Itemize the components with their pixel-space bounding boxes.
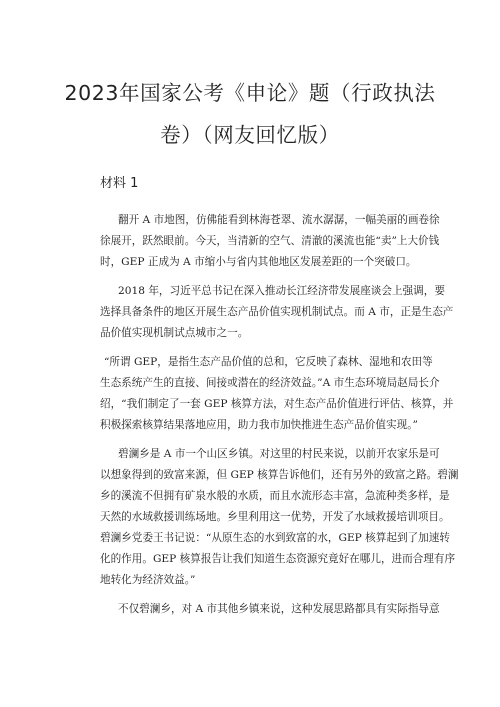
paragraph-line: 品价值实现机制试点城市之一。 [100, 327, 249, 339]
paragraph-line: 生态系统产生的直接、间接或潜在的经济效益。”A 市生态环境局赵局长介 [100, 377, 440, 389]
paragraph-line: 地转化为经济效益。” [100, 574, 196, 586]
section-heading: 材料 1 [100, 176, 139, 191]
paragraph-line: 天然的水域救援训练场地。乡里利用这一优势，开发了水域救援培训项目。 [100, 511, 450, 523]
paragraph-line: 碧澜乡党委王书记说：“从原生态的水到致富的水，GEP 核算起到了加速转 [100, 532, 450, 544]
paragraph-line: 积极探索核算结果落地应用，助力我市加快推进生态产品价值实现。” [100, 419, 418, 431]
paragraph-line: 化的作用。GEP 核算报告让我们知道生态资源究竟好在哪儿，进而合理有序 [100, 553, 456, 565]
document-title-line-2: 卷）（网友回忆版） [160, 123, 340, 147]
paragraph-line: 翻开 A 市地图，仿佛能看到林海苍翠、流水潺潺，一幅美丽的画卷徐 [118, 214, 440, 226]
paragraph-line: 徐展开，跃然眼前。今天，当清新的空气、清澈的溪流也能“卖”上大价钱 [100, 235, 440, 247]
document-title-line-1: 2023年国家公考《申论》题（行政执法 [64, 81, 436, 105]
paragraph-line: “所谓 GEP，是指生态产品价值的总和，它反映了森林、湿地和农田等 [104, 356, 433, 368]
paragraph-line: 乡的溪流不但拥有矿泉水般的水质，而且水流形态丰富，急流种类多样，是 [100, 490, 450, 502]
paragraph-line: 以想象得到的致富来源，但 GEP 核算告诉他们，还有另外的致富之路。碧澜 [100, 469, 459, 481]
paragraph-line: 时，GEP 正成为 A 市缩小与省内其他地区发展差距的一个突破口。 [100, 256, 417, 268]
paragraph-line: 选择具备条件的地区开展生态产品价值实现机制试点。而 A 市，正是生态产 [100, 306, 454, 318]
paragraph-line: 不仅碧澜乡，对 A 市其他乡镇来说，这种发展思路都具有实际指导意 [118, 603, 440, 615]
paragraph-line: 2018 年，习近平总书记在深入推动长江经济带发展座谈会上强调，要 [118, 285, 445, 297]
paragraph-line: 绍，“我们制定了一套 GEP 核算方法，对生态产品价值进行评估、核算，并 [100, 398, 454, 410]
paragraph-line: 碧澜乡是 A 市一个山区乡镇。对这里的村民来说，以前开农家乐是可 [118, 448, 440, 460]
